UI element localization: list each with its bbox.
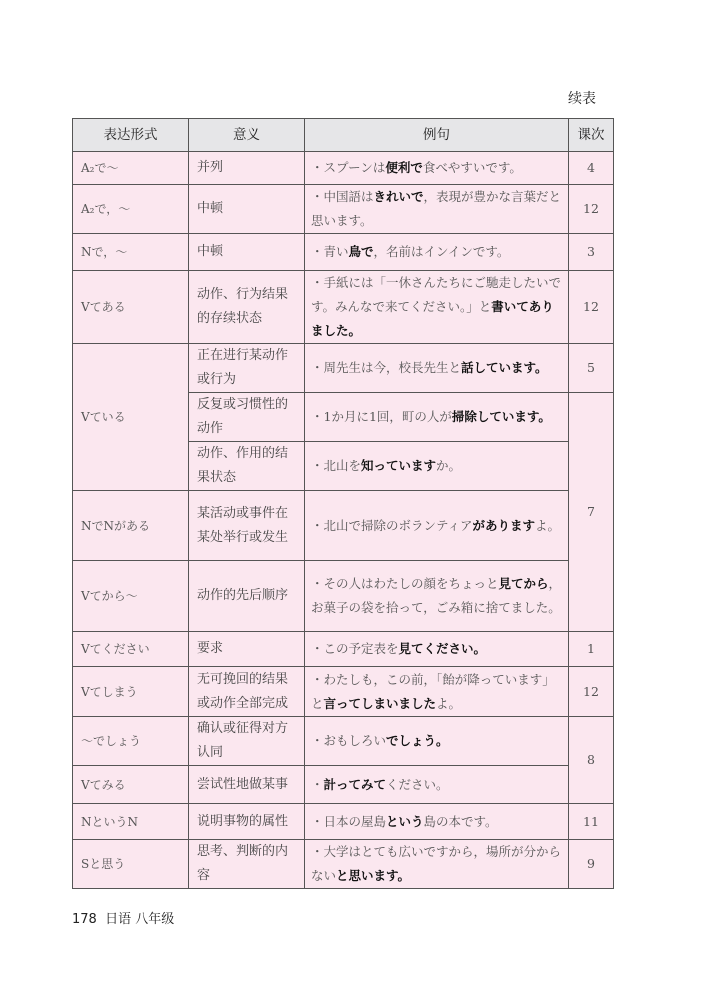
example-highlight: 鳥で [348, 244, 374, 259]
example-cell [305, 561, 569, 632]
table-row [73, 185, 614, 234]
table-row [73, 717, 614, 766]
example-highlight: 知っています [361, 458, 437, 473]
grammar-table [72, 118, 614, 889]
table-row [73, 561, 614, 632]
table-row [73, 234, 614, 271]
continued-table-label: 续表 [568, 91, 596, 107]
lesson-cell: 12 [569, 271, 614, 344]
lesson-cell: 4 [569, 152, 614, 185]
example-text: よ。 [436, 695, 462, 711]
example-highlight: 見てから [498, 576, 549, 591]
lesson-cell: 11 [569, 804, 614, 840]
lesson-cell: 7 [569, 393, 614, 632]
lesson-cell: 9 [569, 840, 614, 889]
lesson-cell: 3 [569, 234, 614, 271]
page-footer [72, 908, 174, 927]
example-text: ・おもしろい [311, 733, 387, 748]
book-title: 日语 八年级 [105, 912, 175, 927]
example-text: ・周先生は今，校長先生と [311, 360, 462, 375]
example-text: ください。 [386, 776, 449, 792]
example-highlight: 話しています。 [461, 360, 548, 375]
form-cell: NというN [73, 804, 189, 840]
example-cell [305, 344, 569, 393]
example-cell [305, 393, 569, 442]
example-cell [305, 234, 569, 271]
example-text: ・わたしも，この前，「飴が降っています」と [311, 671, 555, 711]
form-cell: Vてください [73, 632, 189, 667]
example-text: ・手紙には「一休さんたちにご馳走したいです。みんなで来てください。」と [311, 275, 562, 314]
example-cell [305, 632, 569, 667]
table-row [73, 766, 614, 804]
meaning-cell: 中顿 [189, 234, 305, 271]
example-text: よ。 [535, 517, 561, 533]
form-cell: A₂で，〜 [73, 185, 189, 234]
example-text: ・スプーンは [311, 160, 386, 175]
meaning-cell: 并列 [189, 152, 305, 185]
example-cell [305, 442, 569, 491]
lesson-cell: 12 [569, 667, 614, 717]
example-text: ・中国語は [311, 189, 374, 204]
example-cell [305, 717, 569, 766]
header-lesson: 课次 [569, 119, 614, 152]
lesson-cell: 8 [569, 717, 614, 804]
meaning-cell: 要求 [189, 632, 305, 667]
form-cell: Vてみる [73, 766, 189, 804]
example-cell [305, 667, 569, 717]
example-text: ・ [311, 776, 324, 792]
table-row [73, 491, 614, 561]
example-highlight: でしょう。 [386, 733, 449, 748]
example-text: ・大学はとても広いですから，場所が分からない [311, 844, 562, 883]
meaning-cell: 思考、判断的内容 [189, 840, 305, 889]
example-cell [305, 840, 569, 889]
example-text: ・1か月に1回，町の人が [311, 409, 452, 424]
header-meaning: 意义 [189, 119, 305, 152]
form-cell: A₂で〜 [73, 152, 189, 185]
example-text: ，表現が豊かな言葉だと思います。 [311, 189, 562, 228]
page-number: 178 [72, 912, 97, 927]
example-text: ・北山を [311, 458, 362, 473]
form-cell: Vてある [73, 271, 189, 344]
form-cell: NでNがある [73, 491, 189, 561]
example-text: か。 [436, 458, 462, 473]
example-text: ，名前はインインです。 [373, 244, 510, 259]
example-highlight: 書いてありました。 [311, 299, 554, 338]
example-highlight: 見てください。 [398, 641, 487, 656]
example-text: ・日本の屋島 [311, 813, 387, 829]
meaning-cell: 尝试性地做某事 [189, 766, 305, 804]
form-cell: Vている [73, 344, 189, 491]
example-highlight: 掃除しています。 [451, 409, 551, 424]
lesson-cell: 1 [569, 632, 614, 667]
example-cell [305, 152, 569, 185]
example-text: 島の本です。 [423, 813, 498, 829]
example-cell [305, 804, 569, 840]
meaning-cell: 确认或征得对方认同 [189, 717, 305, 766]
form-cell: 〜でしょう [73, 717, 189, 766]
meaning-cell: 正在进行某动作或行为 [189, 344, 305, 393]
lesson-cell: 5 [569, 344, 614, 393]
meaning-cell: 动作的先后顺序 [189, 561, 305, 632]
example-text: 食べやすいです。 [422, 160, 522, 175]
table-row [73, 804, 614, 840]
lesson-cell: 12 [569, 185, 614, 234]
table-row [73, 152, 614, 185]
example-highlight: 計ってみて [323, 776, 387, 792]
example-text: ・北山で掃除のボランティア [311, 517, 473, 533]
header-example: 例句 [305, 119, 569, 152]
example-highlight: という [386, 813, 424, 829]
example-cell [305, 271, 569, 344]
meaning-cell: 反复或习惯性的动作 [189, 393, 305, 442]
example-highlight: 便利で [385, 160, 423, 175]
table-header-row [73, 119, 614, 152]
example-highlight: 言ってしまいました [323, 695, 437, 711]
table-row [73, 632, 614, 667]
table-row [73, 271, 614, 344]
form-cell: Sと思う [73, 840, 189, 889]
example-text: ・青い [311, 244, 349, 259]
example-highlight: があります [472, 517, 536, 533]
example-cell [305, 185, 569, 234]
form-cell: Vてしまう [73, 667, 189, 717]
meaning-cell: 说明事物的属性 [189, 804, 305, 840]
example-highlight: と思います。 [336, 868, 411, 883]
example-text: ・その人はわたしの顔をちょっと [311, 576, 499, 591]
meaning-cell: 动作、行为结果的存续状态 [189, 271, 305, 344]
example-cell [305, 491, 569, 561]
example-cell [305, 766, 569, 804]
meaning-cell: 中顿 [189, 185, 305, 234]
example-highlight: きれいで [373, 189, 424, 204]
meaning-cell: 某活动或事件在某处举行或发生 [189, 491, 305, 561]
form-cell: Vてから〜 [73, 561, 189, 632]
header-form: 表达形式 [73, 119, 189, 152]
form-cell: Nで，〜 [73, 234, 189, 271]
meaning-cell: 动作、作用的结果状态 [189, 442, 305, 491]
example-text: ，お菓子の袋を拾って，ごみ箱に捨てました。 [311, 576, 562, 615]
table-row [73, 840, 614, 889]
table-row [73, 344, 614, 393]
table-row [73, 667, 614, 717]
example-text: ・この予定表を [311, 641, 399, 656]
meaning-cell: 无可挽回的结果或动作全部完成 [189, 667, 305, 717]
